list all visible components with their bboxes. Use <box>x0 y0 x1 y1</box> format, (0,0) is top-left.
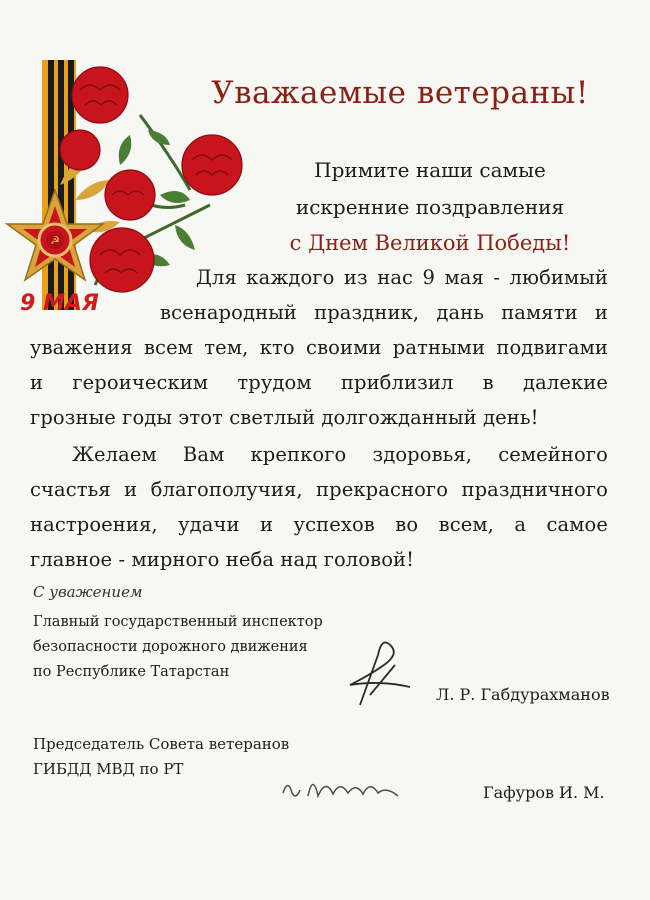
signer1-position-line: по Республике Татарстан <box>33 664 230 680</box>
body-line: всенародный праздник, дань памяти и <box>160 301 608 324</box>
body-line: уважения всем тем, кто своими ратными подвигами <box>30 336 608 359</box>
signer1-name: Л. Р. Габдурахманов <box>436 685 610 704</box>
letter-title: Уважаемые ветераны! <box>211 75 589 111</box>
body-line: и героическим трудом приблизил в далекие <box>30 371 608 394</box>
signer1-position-line: безопасности дорожного движения <box>33 639 308 655</box>
wishes-line: настроения, удачи и успехов во всем, а самое <box>30 513 608 536</box>
st-george-ribbon <box>42 60 76 310</box>
body-line: Для каждого из нас 9 мая - любимый <box>196 266 608 289</box>
signature-2 <box>278 768 408 808</box>
wishes-line: главное - мирного неба над головой! <box>30 548 415 571</box>
greeting-line-3: с Днем Великой Победы! <box>289 231 571 255</box>
body-line: грозные годы этот светлый долгожданный день! <box>30 406 539 429</box>
may-9-badge: 9 МАЯ <box>20 291 99 316</box>
svg-text:☭: ☭ <box>50 234 60 247</box>
signer2-position-line: ГИБДД МВД по РТ <box>33 760 184 778</box>
wishes-line: счастья и благополучия, прекрасного праздничного <box>30 478 608 501</box>
regards-handwritten: С уважением <box>33 583 143 601</box>
signer2-position-line: Председатель Совета ветеранов <box>33 735 290 753</box>
signature-1 <box>340 625 420 710</box>
signer1-position-line: Главный государственный инспектор <box>33 614 323 630</box>
greeting-line-1: Примите наши самые <box>314 158 546 182</box>
signer2-name: Гафуров И. М. <box>483 783 605 802</box>
greeting-line-2: искренние поздравления <box>295 195 565 219</box>
wishes-line: Желаем Вам крепкого здоровья, семейного <box>72 443 608 466</box>
